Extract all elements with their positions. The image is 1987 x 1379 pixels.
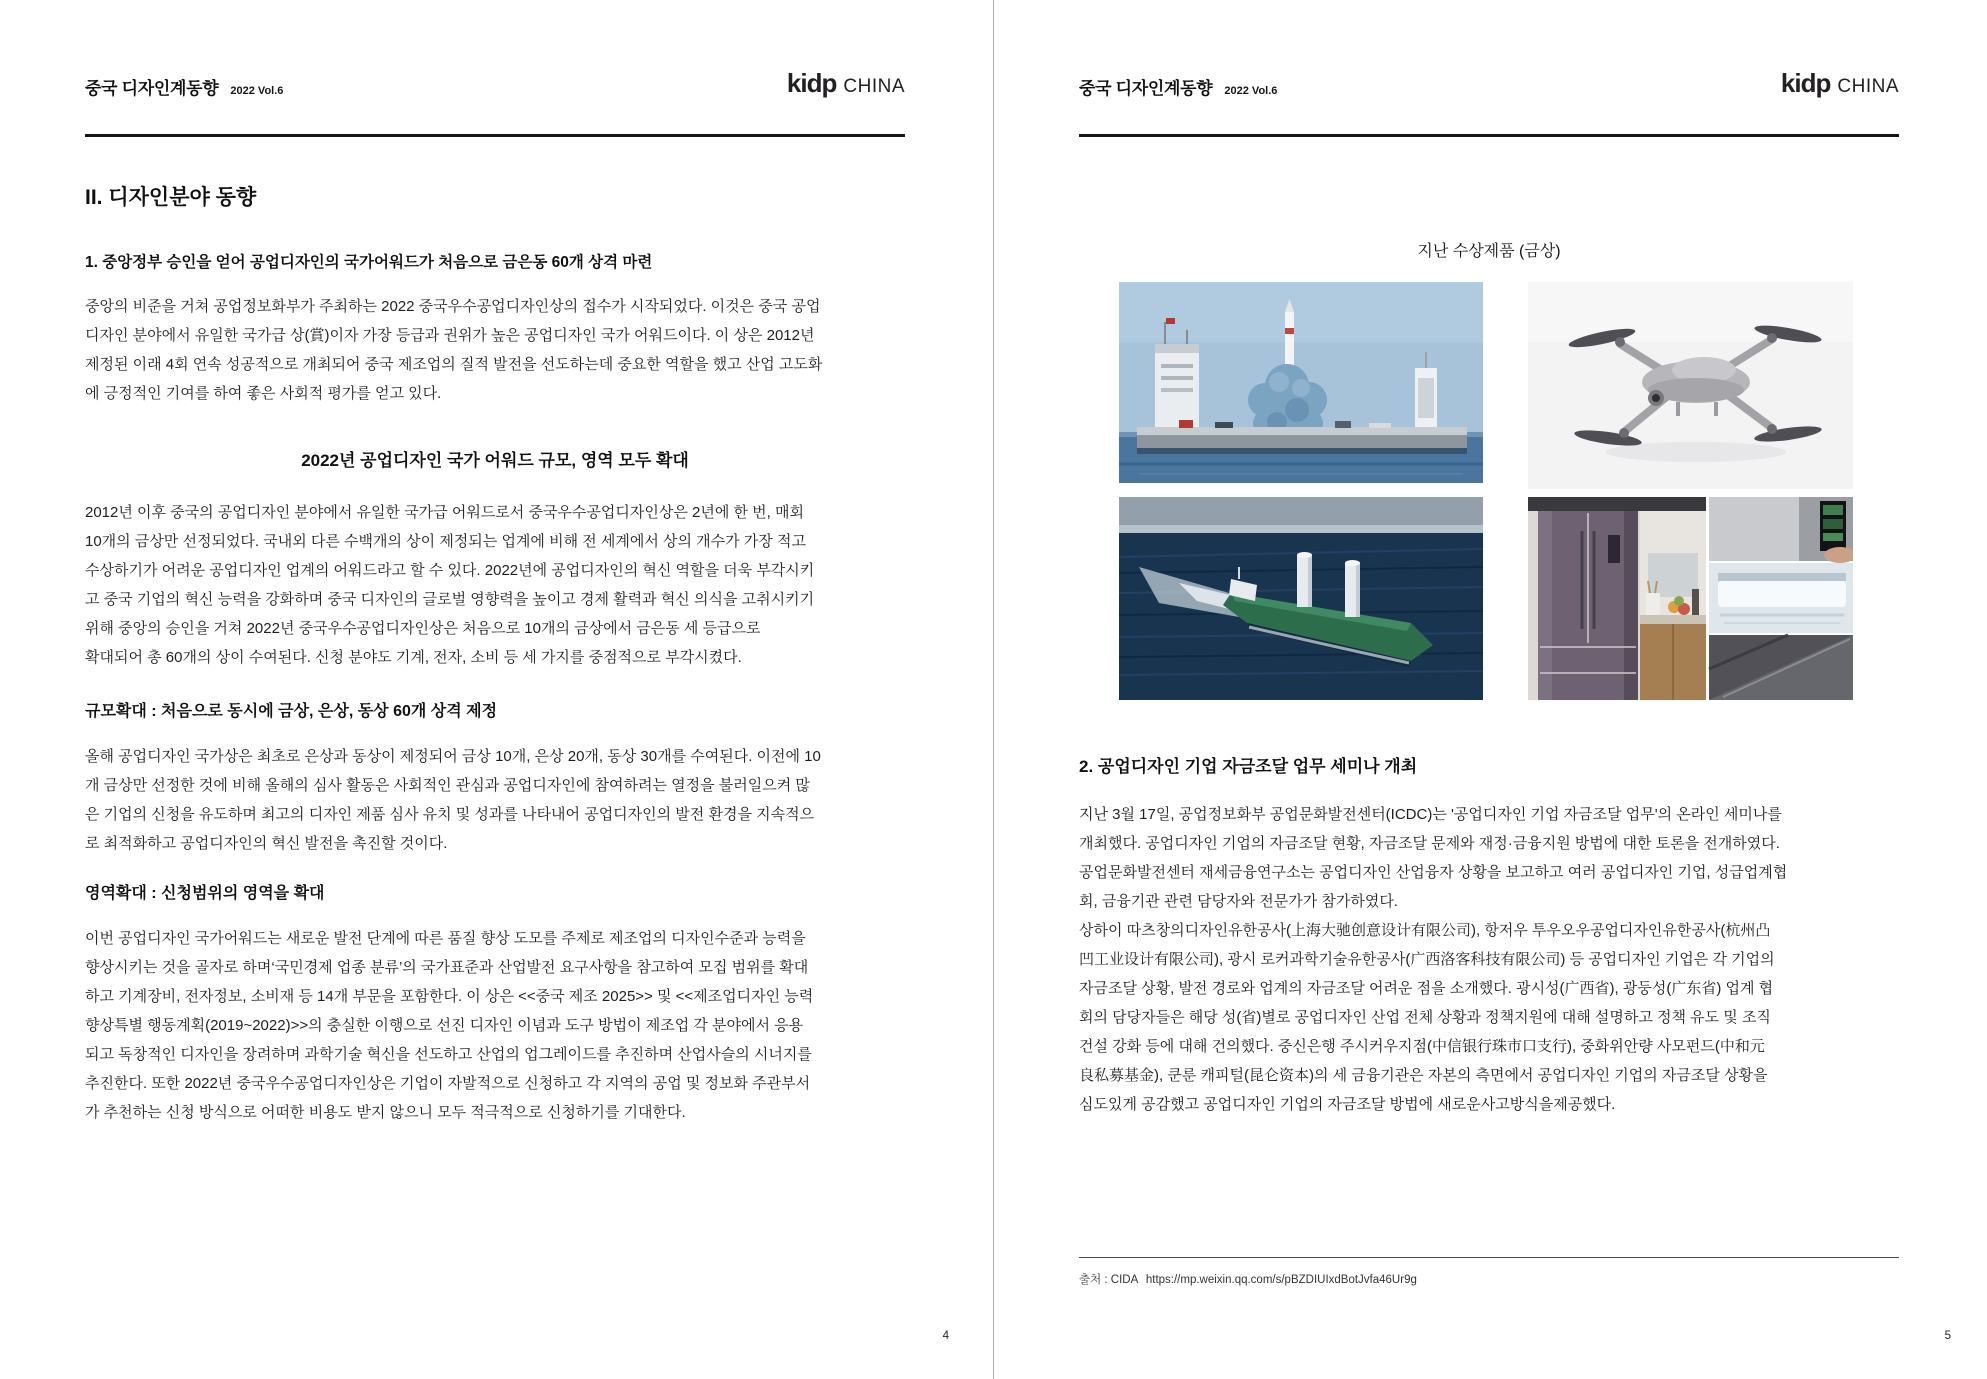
- header-rule: [1079, 134, 1899, 137]
- drone-illustration: [1528, 282, 1853, 489]
- kidp-logo-suffix: CHINA: [843, 76, 905, 97]
- article2-paragraph: 지난 3월 17일, 공업정보화부 공업문화발전센터(ICDC)는 '공업디자인 기업 자금조달 업무'의 온라인 세미나를 개최했다. 공업디자인 기업의 자금조달 현황, 자금조달 문제와 재정·금융지원 방법에 대한 토론을 전개하였다. 공업문화발전센터 재세금융연구소는 공업디자인 산업융자 상황을 보고하고 여러 공업디자인 기업, 성급업계협 회, 금융기관 관련 담당자와 전문가가 참가하였다. 상하이 따츠창의디자인유한공사(上海大驰创意设计有限公司), 항저우 투우오우공업디자인유한공사(杭州凸 凹工业设计有限公司), 광시 로커과학기술유한공사(广西洛客科技有限公司) 등 공업디자인 기업은 각 기업의 자금조달 상황, 발전 경로와 업계의 자금조달 어려운 점을 소개했다. 광시성(广西省), 광둥성(广东省) 업계 협 회의 담당자들은 해당 성(省)별로 공업디자인 산업 전체 상황과 정책지원에 대해 설명하고 정책 유도 및 조직 건설 강화 등에 대해 건의했다. 중신은행 주시커우지점(中信银行珠市口支行), 중화위안량 사모펀드(中和元 良私募基金), 쿤룬 캐피털(昆仑资本)의 세 금융기관은 자본의 측면에서 공업디자인 기업의 자금조달 상황을 심도있게 공감했고 공업디자인 기업의 자금조달 방법에 새로운사고방식을제공했다.: [1079, 806, 1788, 1113]
- header-title: 중국 디자인계동향: [85, 79, 219, 98]
- page-number-left: 4: [942, 1330, 949, 1342]
- page-4: [0, 0, 993, 1379]
- page-header: [85, 74, 283, 99]
- article1-center-subheading: 2022년 공업디자인 국가 어워드 규모, 영역 모두 확대: [301, 451, 689, 470]
- tanker-illustration: [1119, 497, 1483, 700]
- kidp-china-logo: [787, 68, 905, 99]
- article1-paragraph-2: 2012년 이후 중국의 공업디자인 분야에서 유일한 국가급 어워드로서 중국우수공업디자인상은 2년에 한 번, 매회 10개의 금상만 선정되었다. 국내외 다른 수백개의 상이 제정되는 업계에 비해 전 세계에서 상의 개수가 가장 적고 수상하기가 어려운 공업디자인 업계의 어워드라고 할 수 있다. 2022년에 공업디자인의 혁신 역할을 더욱 부각시키 고 중국 기업의 혁신 능력을 강화하며 중국 디자인의 글로벌 영향력을 높이고 경제 활력과 혁신 의식을 고취시키기 위해 중앙의 승인을 거쳐 2022년 중국우수공업디자인상은 처음으로 10개의 금상에서 금은동 세 등급으로 확대되어 총 60개의 상이 수여된다. 신청 분야도 기계, 전자, 소비 등 세 가지를 중점적으로 부각시켰다.: [85, 504, 815, 666]
- refrigerator-collage-photo: [1528, 497, 1853, 700]
- page-5: [994, 0, 1987, 1379]
- drone-photo: [1528, 282, 1853, 489]
- refrigerator-illustration: [1528, 497, 1853, 700]
- article1-paragraph-1: 중앙의 비준을 거쳐 공업정보화부가 주최하는 2022 중국우수공업디자인상의 접수가 시작되었다. 이것은 중국 공업 디자인 분야에서 유일한 국가급 상(賞)이자 가장 등급과 권위가 높은 공업디자인 국가 어워드이다. 이 상은 2012년 제정된 이래 4회 연속 성공적으로 개최되어 중국 제조업의 질적 발전을 선도하는데 중요한 역할을 했고 산업 고도화 에 긍정적인 기여를 하여 좋은 사회적 평가를 얻고 있다.: [85, 298, 823, 402]
- rotor-sail-tanker-photo: [1119, 497, 1483, 700]
- scale-expansion-paragraph: 올해 공업디자인 국가상은 최초로 은상과 동상이 제정되어 금상 10개, 은상 20개, 동상 30개를 수여된다. 이전에 10 개 금상만 선정한 것에 비해 올해의 심사 활동은 사회적인 관심과 공업디자인에 참여하려는 열정을 불러일으켜 많 은 기업의 신청을 유도하며 최고의 디자인 제품 심사 유치 및 성과를 나타내어 공업디자인의 발전 환경을 지속적으 로 최적화하고 공업디자인의 혁신 발전을 촉진할 것이다.: [85, 748, 821, 852]
- section-title: II. 디자인분야 동향: [85, 186, 257, 209]
- source-rule: [1079, 1257, 1899, 1258]
- scope-expansion-heading: 영역확대 : 신청범위의 영역을 확대: [85, 885, 325, 902]
- launch-ship-illustration: [1119, 282, 1483, 483]
- article2-heading: 2. 공업디자인 기업 자금조달 업무 세미나 개최: [1079, 757, 1418, 776]
- header-title: 중국 디자인계동향: [1079, 79, 1213, 98]
- kidp-logo-text: kidp: [1780, 68, 1831, 98]
- source-link[interactable]: https://mp.weixin.qq.com/s/pBZDIUIxdBotJvfa46Ur9g: [1145, 1274, 1417, 1286]
- header-rule: [85, 134, 905, 137]
- launch-ship-photo: [1119, 282, 1483, 483]
- kidp-logo-suffix: CHINA: [1837, 76, 1899, 97]
- header-issue: 2022 Vol.6: [1224, 85, 1278, 97]
- header-issue: 2022 Vol.6: [230, 85, 284, 97]
- page-number-right: 5: [1944, 1330, 1951, 1342]
- scale-expansion-heading: 규모확대 : 처음으로 동시에 금상, 은상, 동상 60개 상격 제정: [85, 703, 498, 720]
- source-label: 출처 : CIDA: [1079, 1274, 1138, 1286]
- kidp-logo-text: kidp: [786, 68, 837, 98]
- gallery-caption: 지난 수상제품 (금상): [1417, 243, 1561, 260]
- article1-heading: 1. 중앙정부 승인을 얻어 공업디자인의 국가어워드가 처음으로 금은동 60개 상격 마련: [85, 254, 653, 271]
- source-line: [1079, 1271, 1417, 1287]
- page-header: [1079, 74, 1277, 99]
- kidp-china-logo: [1781, 68, 1899, 99]
- scope-expansion-paragraph: 이번 공업디자인 국가어워드는 새로운 발전 단계에 따른 품질 향상 도모를 주제로 제조업의 디자인수준과 능력을 향상시키는 것을 골자로 하며‘국민경제 업종 분류’의 국가표준과 산업발전 요구사항을 참고하여 모집 범위를 확대 하고 기계장비, 전자정보, 소비재 등 14개 부문을 포함한다. 이 상은 <<중국 제조 2025>> 및 <<제조업디자인 능력 향상특별 행동계획(2019~2022)>>의 충실한 이행으로 선진 디자인 이념과 도구 방법이 제조업 각 분야에서 응용 되고 독창적인 디자인을 장려하며 과학기술 혁신을 선도하고 산업의 업그레이드를 추진하며 산업사슬의 시너지를 추진한다. 또한 2022년 중국우수공업디자인상은 기업이 자발적으로 신청하고 각 지역의 공업 및 정보화 주관부서 가 추천하는 신청 방식으로 어떠한 비용도 받지 않으니 모두 적극적으로 신청하기를 기대한다.: [85, 930, 814, 1121]
